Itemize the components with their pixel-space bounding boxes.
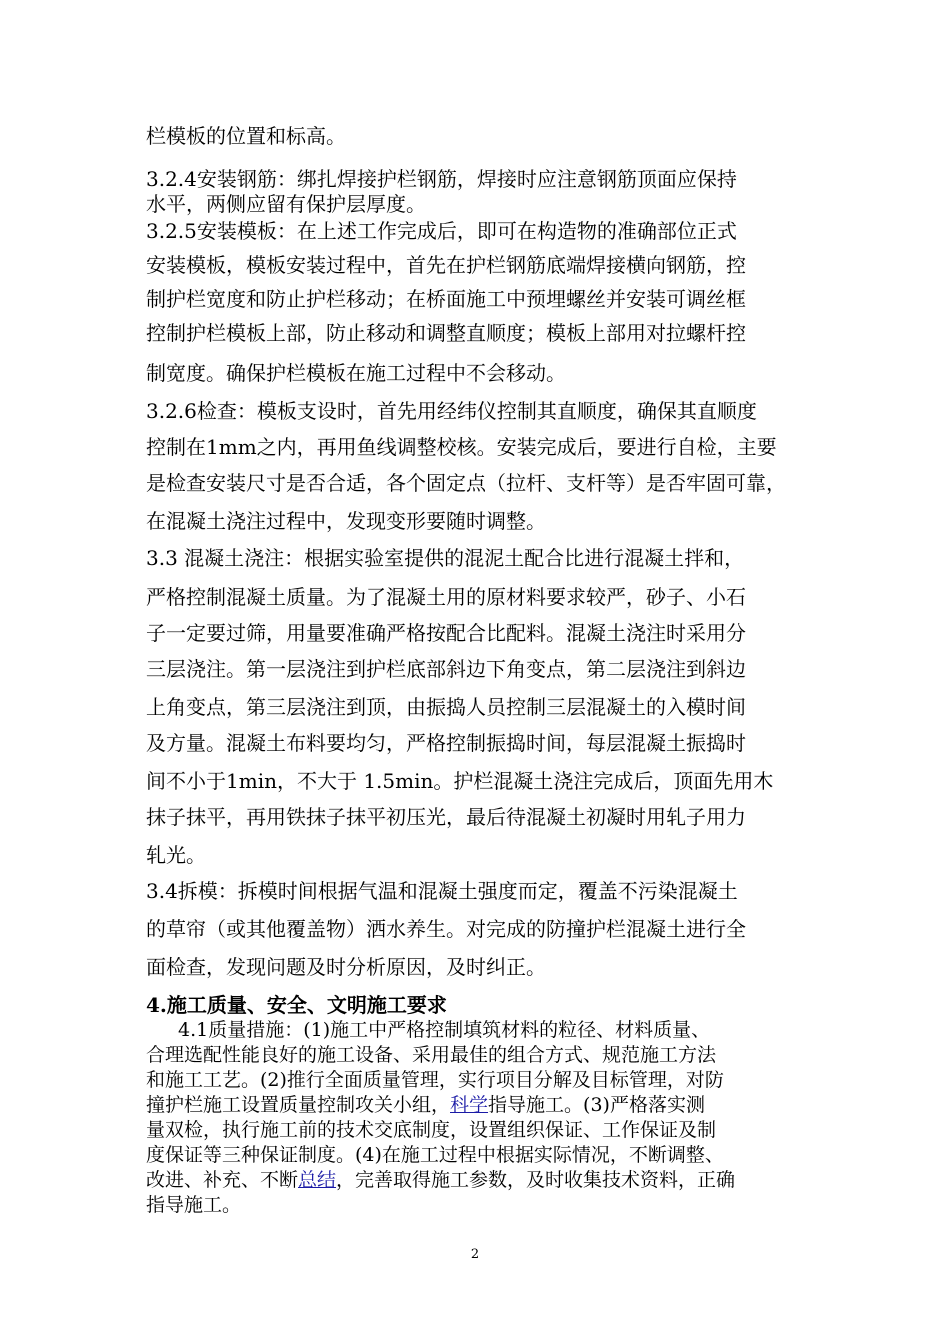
paragraph-line: 3.4拆模：拆模时间根据气温和混凝土强度而定，覆盖不污染混凝土 bbox=[146, 879, 738, 903]
paragraph-line: 制护栏宽度和防止护栏移动；在桥面施工中预埋螺丝并安装可调丝框 bbox=[146, 287, 746, 311]
paragraph-line: 间不小于1min，不大于 1.5min。护栏混凝土浇注完成后，顶面先用木 bbox=[146, 769, 774, 793]
paragraph-line: 抹子抹平，再用铁抹子抹平初压光，最后待混凝土初凝时用轧子用力 bbox=[146, 805, 746, 829]
paragraph-line: 轧光。 bbox=[146, 843, 206, 867]
quality-line: 指导施工。 bbox=[146, 1194, 242, 1216]
quality-line: 和施工工艺。(2)推行全面质量管理，实行项目分解及目标管理，对防 bbox=[146, 1069, 724, 1091]
science-link[interactable]: 科学 bbox=[450, 1094, 489, 1116]
paragraph-line: 是检查安装尺寸是否合适，各个固定点（拉杆、支杆等）是否牢固可靠， bbox=[146, 471, 786, 495]
paragraph-line: 3.2.4安装钢筋：绑扎焊接护栏钢筋，焊接时应注意钢筋顶面应保持 bbox=[146, 167, 737, 191]
paragraph-line: 在混凝土浇注过程中，发现变形要随时调整。 bbox=[146, 509, 546, 533]
summary-link[interactable]: 总结 bbox=[298, 1169, 337, 1191]
paragraph-line: 控制护栏模板上部，防止移动和调整直顺度；模板上部用对拉螺杆控 bbox=[146, 321, 746, 345]
paragraph-line: 安装模板，模板安装过程中，首先在护栏钢筋底端焊接横向钢筋，控 bbox=[146, 253, 746, 277]
paragraph-line: 上角变点，第三层浇注到顶，由振捣人员控制三层混凝土的入模时间 bbox=[146, 695, 746, 719]
section-heading: 4.施工质量、安全、文明施工要求 bbox=[146, 993, 447, 1017]
page-number: 2 bbox=[470, 1247, 480, 1262]
paragraph-line: 栏模板的位置和标高。 bbox=[146, 124, 346, 148]
paragraph-line: 制宽度。确保护栏模板在施工过程中不会移动。 bbox=[146, 361, 566, 385]
paragraph-line: 子一定要过筛，用量要准确严格按配合比配料。混凝土浇注时采用分 bbox=[146, 621, 746, 645]
paragraph-line: 严格控制混凝土质量。为了混凝土用的原材料要求较严，砂子、小石 bbox=[146, 585, 746, 609]
quality-text: 撞护栏施工设置质量控制攻关小组， bbox=[146, 1094, 451, 1116]
paragraph-line: 及方量。混凝土布料要均匀，严格控制振捣时间，每层混凝土振捣时 bbox=[146, 731, 746, 755]
paragraph-line: 水平，两侧应留有保护层厚度。 bbox=[146, 192, 426, 216]
quality-line: 合理选配性能良好的施工设备、采用最佳的组合方式、规范施工方法 bbox=[146, 1044, 717, 1066]
quality-line bbox=[146, 1093, 705, 1117]
paragraph-line: 3.3 混凝土浇注：根据实验室提供的混泥土配合比进行混凝土拌和， bbox=[146, 546, 745, 570]
paragraph-line: 3.2.6检查：模板支设时，首先用经纬仪控制其直顺度，确保其直顺度 bbox=[146, 399, 757, 423]
paragraph-line: 三层浇注。第一层浇注到护栏底部斜边下角变点，第二层浇注到斜边 bbox=[146, 657, 746, 681]
paragraph-line: 控制在1mm之内，再用鱼线调整校核。安装完成后，要进行自检，主要 bbox=[146, 435, 777, 459]
quality-line: 度保证等三种保证制度。(4)在施工过程中根据实际情况，不断调整、 bbox=[146, 1144, 724, 1166]
paragraph-line: 3.2.5安装模板：在上述工作完成后，即可在构造物的准确部位正式 bbox=[146, 219, 737, 243]
paragraph-line: 的草帘（或其他覆盖物）洒水养生。对完成的防撞护栏混凝土进行全 bbox=[146, 917, 746, 941]
quality-line bbox=[146, 1168, 735, 1192]
quality-line: 4.1质量措施：(1)施工中严格控制填筑材料的粒径、材料质量、 bbox=[178, 1019, 711, 1041]
quality-text: 指导施工。(3)严格落实测 bbox=[488, 1094, 705, 1116]
quality-line: 量双检，执行施工前的技术交底制度，设置组织保证、工作保证及制 bbox=[146, 1119, 717, 1141]
quality-text: ，完善取得施工参数，及时收集技术资料，正确 bbox=[336, 1169, 736, 1191]
quality-text: 改进、补充、不断 bbox=[146, 1169, 299, 1191]
paragraph-line: 面检查，发现问题及时分析原因，及时纠正。 bbox=[146, 955, 546, 979]
